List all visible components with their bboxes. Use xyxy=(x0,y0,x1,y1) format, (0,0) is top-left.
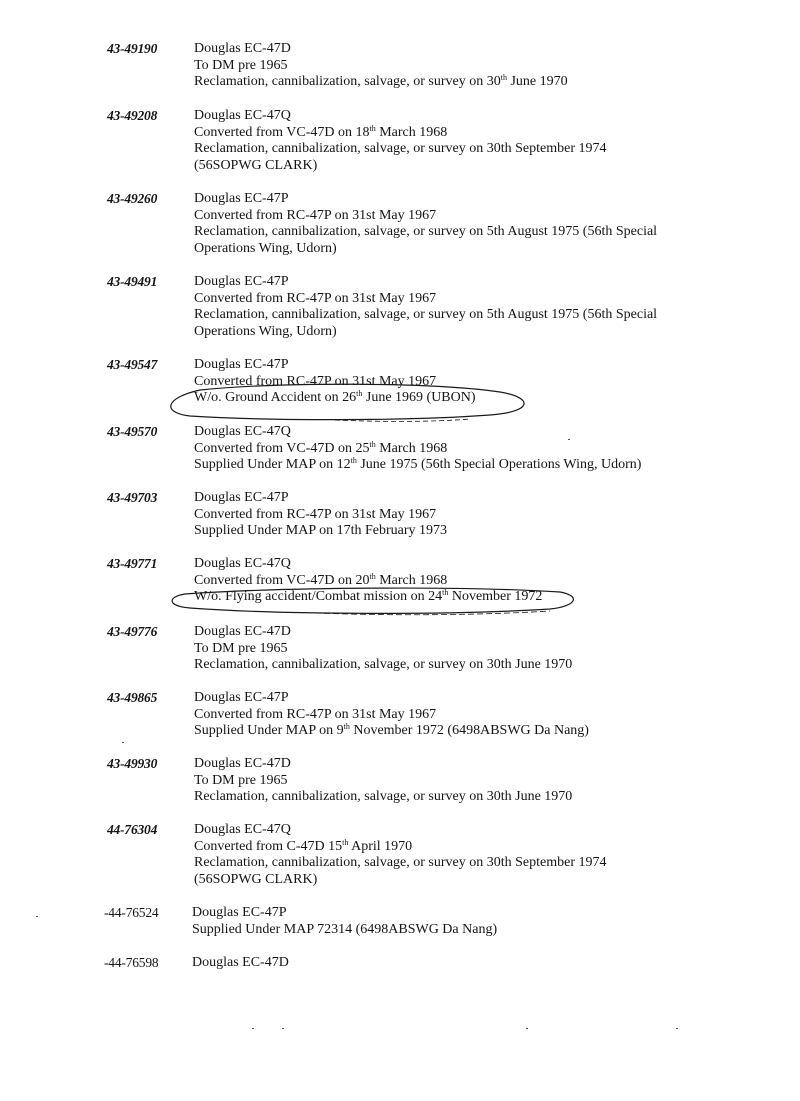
record-details xyxy=(194,41,694,91)
serial-number: 43-49260 xyxy=(107,191,158,206)
aircraft-type: Douglas EC-47P xyxy=(194,274,289,289)
aircraft-type: Douglas EC-47P xyxy=(194,490,289,505)
record-line: Reclamation, cannibalization, salvage, or survey on 30th June 1970 xyxy=(194,73,568,90)
serial-number: 43-49776 xyxy=(107,624,158,639)
aircraft-type: Douglas EC-47D xyxy=(194,756,291,771)
record-line: Supplied Under MAP on 9th November 1972 (6498ABSWG Da Nang) xyxy=(194,722,589,739)
record-line: To DM pre 1965 xyxy=(194,640,288,656)
aircraft-type: Douglas EC-47D xyxy=(194,41,291,56)
record-line: Reclamation, cannibalization, salvage, or survey on 30th September 1974 xyxy=(194,141,607,157)
record-line: Converted from RC-47P on 31st May 1967 xyxy=(194,207,437,223)
serial-number: 43-49208 xyxy=(107,108,158,123)
aircraft-type: Douglas EC-47Q xyxy=(194,424,291,439)
record-line: Reclamation, cannibalization, salvage, or survey on 5th August 1975 (56th Special xyxy=(194,224,658,240)
record-line: Supplied Under MAP on 12th June 1975 (56th Special Operations Wing, Udorn) xyxy=(194,456,642,473)
record-line: To DM pre 1965 xyxy=(194,57,288,73)
serial-number: 43-49930 xyxy=(107,756,158,771)
record-line: Converted from RC-47P on 31st May 1967 xyxy=(194,373,437,389)
record-line: Operations Wing, Udorn) xyxy=(194,241,337,257)
record-details xyxy=(194,424,694,474)
record-details xyxy=(194,108,694,175)
record-line: W/o. Flying accident/Combat mission on 24th November 1972 xyxy=(194,588,543,605)
record-line: Reclamation, cannibalization, salvage, or survey on 30th June 1970 xyxy=(194,789,573,805)
record-line: Converted from RC-47P on 31st May 1967 xyxy=(194,290,437,306)
record-details xyxy=(194,357,694,407)
record-details xyxy=(194,624,694,674)
scan-speck xyxy=(526,1028,528,1029)
record-line: (56SOPWG CLARK) xyxy=(194,158,318,174)
record-line: Reclamation, cannibalization, salvage, or survey on 5th August 1975 (56th Special xyxy=(194,307,658,323)
record-details xyxy=(194,690,694,740)
aircraft-type: Douglas EC-47Q xyxy=(194,822,291,837)
aircraft-type: Douglas EC-47P xyxy=(194,690,289,705)
record-line: Converted from RC-47P on 31st May 1967 xyxy=(194,506,437,522)
serial-number: 43-49190 xyxy=(107,41,158,56)
serial-number: 43-49865 xyxy=(107,690,158,705)
aircraft-type: Douglas EC-47D xyxy=(194,624,291,639)
record-line: Converted from VC-47D on 25th March 1968 xyxy=(194,439,448,456)
record-line: Converted from VC-47D on 20th March 1968 xyxy=(194,571,448,588)
aircraft-type: Douglas EC-47P xyxy=(192,905,287,920)
record-details xyxy=(194,556,694,606)
record-line: Operations Wing, Udorn) xyxy=(194,324,337,340)
aircraft-type: Douglas EC-47Q xyxy=(194,556,291,571)
scan-speck xyxy=(252,1028,254,1029)
scan-speck xyxy=(282,1028,284,1029)
record-line: Converted from RC-47P on 31st May 1967 xyxy=(194,706,437,722)
aircraft-type: Douglas EC-47D xyxy=(192,955,289,970)
scan-speck xyxy=(676,1028,678,1029)
record-details xyxy=(194,191,694,258)
serial-number: 43-49703 xyxy=(107,490,158,505)
record-line: To DM pre 1965 xyxy=(194,772,288,788)
serial-number: 43-49547 xyxy=(107,357,158,372)
serial-number: -44-76598 xyxy=(104,955,159,970)
serial-number: 43-49570 xyxy=(107,424,158,439)
record-details xyxy=(194,490,694,540)
record-details xyxy=(194,274,694,341)
record-line: Reclamation, cannibalization, salvage, or survey on 30th June 1970 xyxy=(194,657,573,673)
serial-number: 43-49491 xyxy=(107,274,158,289)
aircraft-type: Douglas EC-47Q xyxy=(194,108,291,123)
aircraft-type: Douglas EC-47P xyxy=(194,191,289,206)
record-line: Supplied Under MAP on 17th February 1973 xyxy=(194,523,448,539)
record-details xyxy=(192,955,692,972)
record-details xyxy=(192,905,692,938)
record-details xyxy=(194,822,694,889)
record-details xyxy=(194,756,694,806)
scan-speck xyxy=(568,439,570,440)
serial-number: 43-49771 xyxy=(107,556,158,571)
record-line: Converted from C-47D 15th April 1970 xyxy=(194,837,413,854)
scan-speck xyxy=(122,742,124,743)
record-line: Supplied Under MAP 72314 (6498ABSWG Da Nang) xyxy=(192,921,498,937)
record-line: W/o. Ground Accident on 26th June 1969 (UBON) xyxy=(194,389,476,406)
record-line: Converted from VC-47D on 18th March 1968 xyxy=(194,123,448,140)
serial-number: 44-76304 xyxy=(107,822,158,837)
aircraft-type: Douglas EC-47P xyxy=(194,357,289,372)
serial-number: -44-76524 xyxy=(104,905,159,920)
scan-speck xyxy=(36,916,38,917)
record-line: Reclamation, cannibalization, salvage, or survey on 30th September 1974 xyxy=(194,855,607,871)
record-line: (56SOPWG CLARK) xyxy=(194,872,318,888)
